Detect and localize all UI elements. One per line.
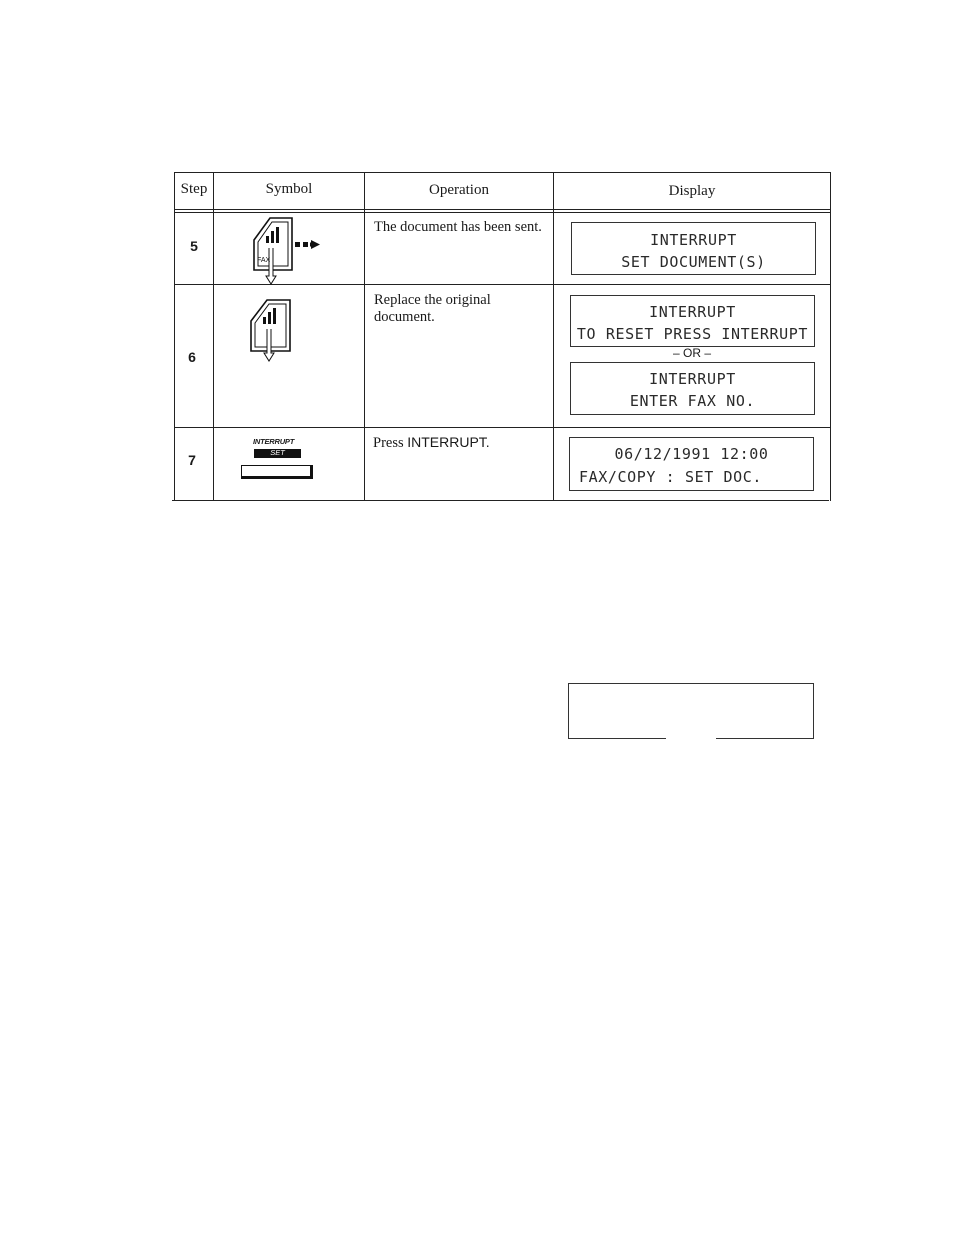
step-number: 6 bbox=[188, 349, 196, 365]
lcd-line-2: TO RESET PRESS INTERRUPT bbox=[576, 325, 809, 343]
operation-text: The document has been sent. bbox=[374, 219, 542, 235]
row-divider-6-7 bbox=[174, 427, 831, 428]
operation-key-name: INTERRUPT. bbox=[407, 434, 490, 450]
col-divider-symbol bbox=[364, 172, 365, 501]
table-border-bottom bbox=[172, 500, 829, 501]
header-symbol: Symbol bbox=[265, 181, 313, 197]
interrupt-key-label: INTERRUPT bbox=[253, 437, 295, 446]
frame-left bbox=[568, 683, 569, 739]
lcd-line-2: FAX/COPY : SET DOC. bbox=[579, 468, 762, 486]
fax-label: FAX bbox=[257, 257, 271, 264]
header-divider-2 bbox=[174, 212, 831, 213]
document-insert-icon bbox=[248, 297, 294, 363]
or-separator: – OR – bbox=[672, 346, 711, 360]
header-divider bbox=[174, 209, 831, 210]
step-number: 5 bbox=[190, 238, 198, 254]
lcd-line-1: INTERRUPT bbox=[649, 303, 736, 321]
lcd-line-2: SET DOCUMENT(S) bbox=[621, 253, 766, 271]
table-border-right bbox=[830, 172, 831, 501]
frame-right bbox=[813, 683, 814, 739]
header-step: Step bbox=[180, 181, 208, 197]
operation-text bbox=[373, 434, 548, 452]
lcd-line-1: 06/12/1991 12:00 bbox=[614, 445, 769, 463]
operation-text: Replace the original document. bbox=[374, 292, 491, 325]
lcd-display bbox=[570, 362, 815, 415]
lcd-line-2: ENTER FAX NO. bbox=[629, 392, 756, 410]
operation-prefix: Press bbox=[373, 435, 408, 451]
interrupt-key-button bbox=[241, 465, 313, 479]
lcd-line-1: INTERRUPT bbox=[649, 370, 736, 388]
frame-bottom-right bbox=[716, 738, 814, 739]
col-divider-step bbox=[213, 172, 214, 501]
lcd-line-1: INTERRUPT bbox=[650, 231, 737, 249]
frame-top bbox=[568, 683, 814, 684]
fax-document-sent-icon bbox=[248, 214, 328, 286]
col-divider-operation bbox=[553, 172, 554, 501]
lcd-display bbox=[571, 222, 816, 275]
header-operation: Operation bbox=[429, 182, 489, 198]
lcd-display bbox=[569, 437, 814, 491]
step-number: 7 bbox=[188, 452, 196, 468]
header-display: Display bbox=[668, 183, 716, 199]
set-key-tag: SET bbox=[254, 449, 301, 458]
table-border-top bbox=[174, 172, 831, 173]
lcd-display bbox=[570, 295, 815, 347]
frame-bottom-left bbox=[568, 738, 666, 739]
